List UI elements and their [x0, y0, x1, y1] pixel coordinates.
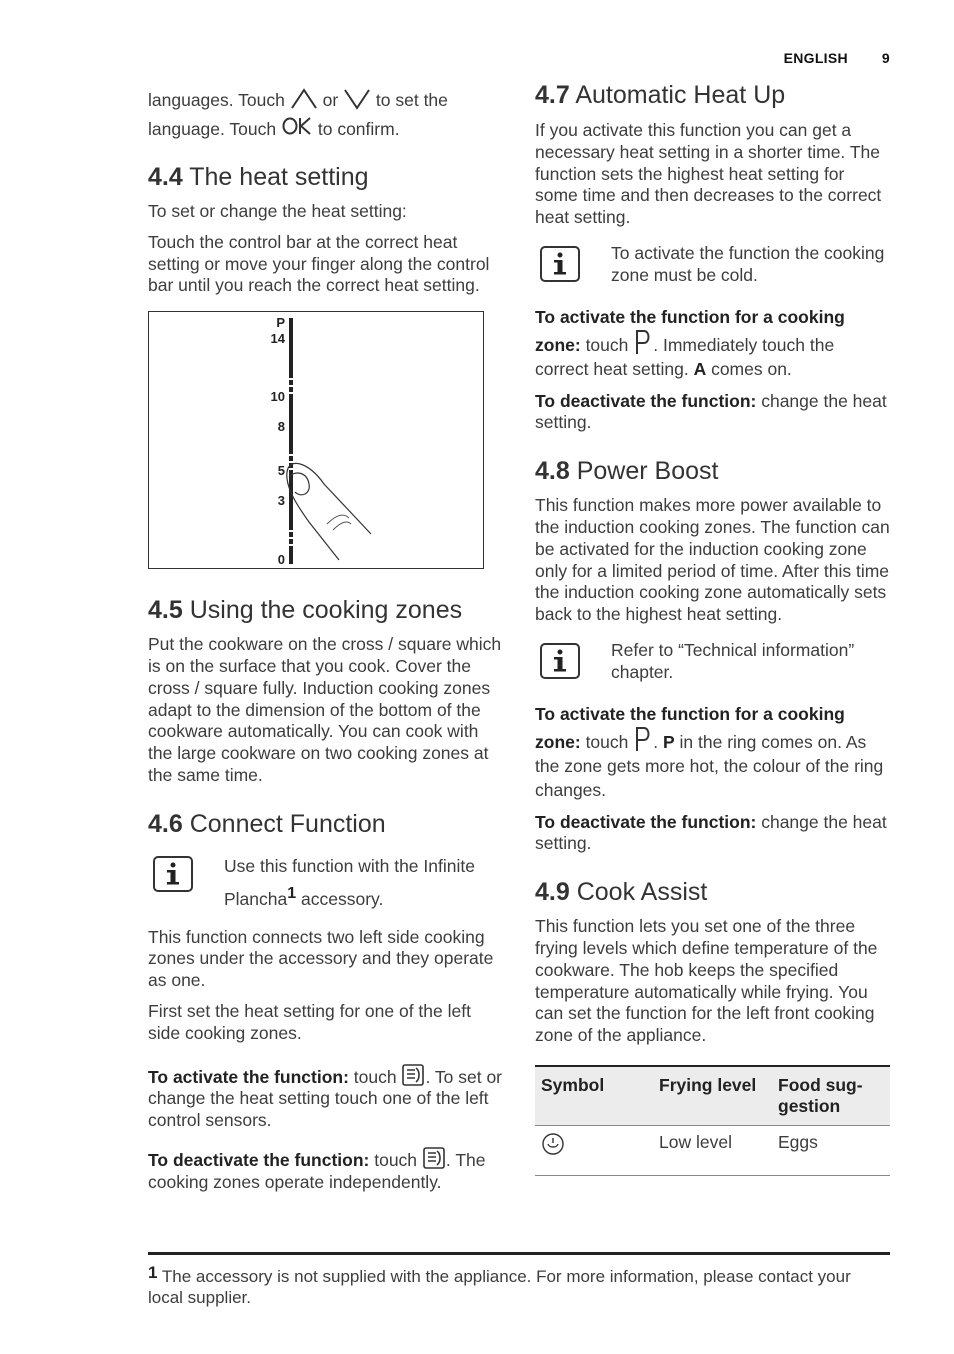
footnote: [148, 1262, 890, 1308]
connect-activate: To activate the function: touch . To set or change the heat setting touch one of the left control sensors.: [148, 1063, 503, 1132]
col-frying-level: Frying level: [653, 1066, 772, 1126]
heading-4-5: 4.5 Using the cooking zones: [148, 596, 463, 625]
table-header-row: [535, 1066, 890, 1126]
info-note-technical: Refer to “Technical information” chapter.: [535, 640, 890, 684]
heat-setting-p2: Touch the control bar at the correct heat setting or move your finger along the control bar until you reach the correct heat setting.: [148, 231, 490, 296]
control-bar-figure: [148, 311, 484, 569]
power-boost-p1: This function makes more power available to the induction cooking zones. The function can be activated for the induction cooking zone only for a limited period of time. After this time the induction cooking zone automatically sets back to the highest heat setting.: [535, 495, 890, 625]
level-cell: Low level: [653, 1125, 772, 1175]
heat-setting-p1: To set or change the heat setting:: [148, 201, 407, 221]
connect-icon: [401, 1063, 425, 1087]
label-5: 5: [277, 463, 285, 479]
label-10: 10: [270, 389, 285, 405]
up-arrow-icon: [290, 88, 318, 110]
power-boost-deactivate: To deactivate the function: change the heat setting.: [535, 811, 887, 854]
cook-assist-p1: This function lets you set one of the three frying levels which define temperature of the cookware. The hob keeps the specified temperature automatically while frying. You can set the function for the left front cooking zone of the appliance.: [535, 916, 878, 1046]
footnote-ref[interactable]: 1: [287, 884, 297, 902]
footnote-text: The accessory is not supplied with the appliance. For more information, please contact your local supplier.: [148, 1267, 851, 1307]
footnote-divider: [148, 1252, 890, 1255]
left-column: [148, 86, 503, 1194]
footnote-number: 1: [148, 1263, 158, 1282]
page-number: 9: [881, 50, 890, 66]
connect-icon: [422, 1146, 446, 1170]
p-icon: [633, 726, 653, 752]
info-icon: [540, 246, 580, 282]
table-row: [535, 1125, 890, 1175]
col-symbol: Symbol: [535, 1066, 653, 1126]
connect-deactivate: To deactivate the function: touch . The cooking zones operate independently.: [148, 1146, 503, 1194]
down-arrow-icon: [343, 88, 371, 110]
label-0: 0: [277, 552, 285, 568]
col-food-suggestion: Food sug- gestion: [772, 1066, 890, 1126]
label-14: 14: [270, 331, 285, 347]
food-cell: Eggs: [772, 1125, 890, 1175]
heading-4-6: 4.6 Connect Function: [148, 809, 386, 838]
ok-icon: [281, 117, 313, 139]
heading-4-8: 4.8 Power Boost: [535, 457, 719, 486]
info-icon: [540, 643, 580, 679]
heading-4-4: 4.4 The heat setting: [148, 163, 369, 191]
right-column: [535, 80, 890, 1176]
heading-4-9: 4.9 Cook Assist: [535, 878, 708, 907]
auto-heat-deactivate: To deactivate the function: change the heat setting.: [535, 390, 887, 433]
power-boost-activate: To activate the function for a cooking zone: touch . P in the ring comes on. As the zone gets more hot, the colour of the ring changes.: [535, 703, 884, 800]
auto-heat-activate: To activate the function for a cooking zone: touch . Immediately touch the correct heat setting. A comes on.: [535, 306, 845, 379]
control-bar-illustration: [149, 312, 483, 568]
label-8: 8: [277, 419, 285, 435]
label-p: P: [276, 315, 285, 331]
info-icon: [153, 856, 193, 892]
p-icon: [633, 329, 653, 355]
symbol-cell: [535, 1125, 653, 1175]
low-level-icon: [541, 1132, 565, 1156]
connect-p1: This function connects two left side cooking zones under the accessory and they operate as one.: [148, 926, 494, 991]
finger-icon: [287, 464, 371, 561]
connect-p2: First set the heat setting for one of the left side cooking zones.: [148, 1000, 471, 1043]
heading-4-7: 4.7 Automatic Heat Up: [535, 81, 786, 109]
auto-heat-p1: If you activate this function you can get a necessary heat setting in a shorter time. The function sets the highest heat setting for some time and then decreases to the correct heat setting.: [535, 120, 882, 228]
intro-paragraph: languages. Touch or to set the language. Touch to confirm.: [148, 90, 448, 139]
header-language: ENGLISH: [783, 50, 848, 66]
info-note-connect: Use this function with the Infinite Plancha$^1$ accessory.: [148, 853, 503, 913]
label-3: 3: [277, 493, 285, 509]
frying-levels-table: [535, 1065, 890, 1176]
cooking-zones-p1: Put the cookware on the cross / square which is on the surface that you cook. Cover the cross / square fully. Induction cooking zones adapt to the dimension of the bottom of the cookware automatically. You can cook with the large cookware on two cooking zones at the same time.: [148, 634, 502, 785]
info-note-cold: To activate the function the cooking zone must be cold.: [535, 243, 890, 287]
page-header: [784, 50, 890, 66]
